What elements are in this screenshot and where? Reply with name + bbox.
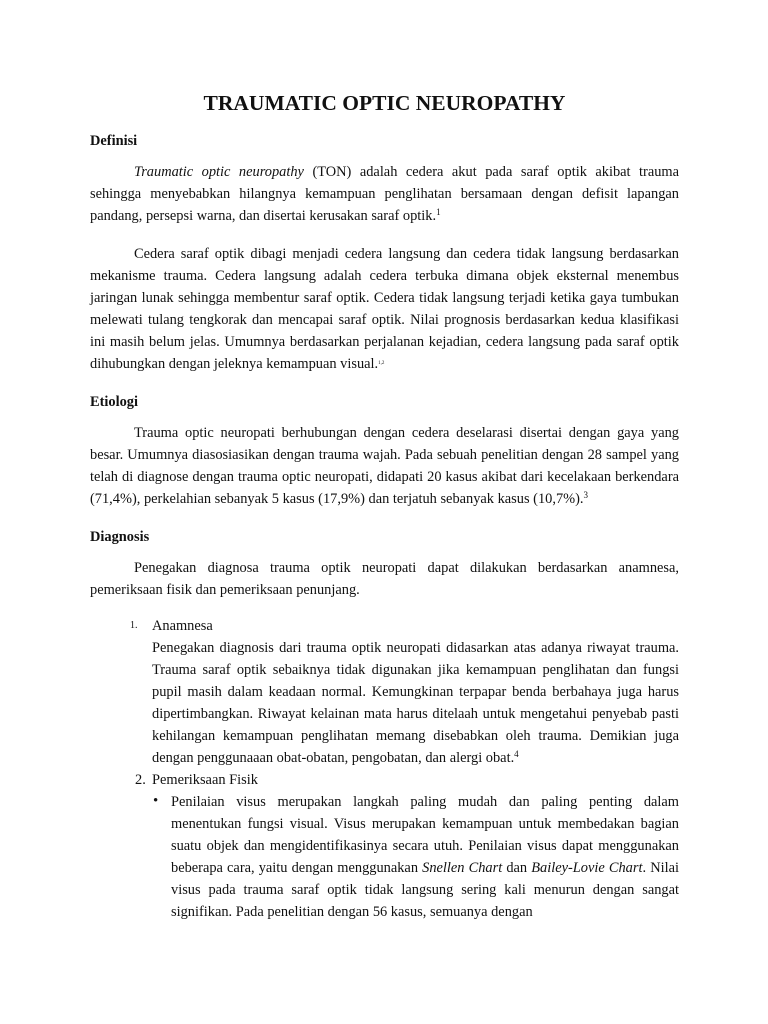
document-content xyxy=(90,88,679,923)
etiologi-paragraph-1-text: Trauma optic neuropati berhubungan dengan cedera deselarasi disertai dengan gaya yang besar. Umumnya diasosiasikan dengan trauma wajah. Pada sebuah penelitian dengan 28 sampel yang telah di diagnose dengan trauma optic neuropati, didapati 20 kasus akibat dari kecelakaan berkendara (71,4%), perkelahian sebanyak 5 kasus (17,9%) dan terjatuh sebanyak kasus (10,7%). xyxy=(90,425,679,507)
section-heading-definisi: Definisi xyxy=(90,133,138,149)
bullet-text-part-2: dan xyxy=(502,860,532,876)
list-item-pemeriksaan-fisik xyxy=(90,769,679,923)
anamnesa-body xyxy=(152,637,679,769)
bullet-icon: • xyxy=(153,793,159,809)
reference-marker: 4 xyxy=(514,749,519,759)
reference-marker: 1,2 xyxy=(378,361,385,366)
list-item-anamnesa xyxy=(90,615,679,769)
anamnesa-body-text: Penegakan diagnosis dari trauma optik neuropati didasarkan atas adanya riwayat trauma. Trauma saraf optik sebaiknya tidak digunakan jika kemampuan penglihatan dan fungsi pupil masih dalam keadaan normal. Kemungkinan terpapar benda berbahaya juga harus dipertimbangkan. Riwayat kelainan mata harus ditelaah untuk mengetahui penyebab pasti kehilangan kemampuan penglihatan memang disebabkan oleh trauma. Demikian juga dengan penggunaaan obat-obatan, pengobatan, dan alergi obat. xyxy=(152,640,679,766)
bullet-text xyxy=(171,791,679,923)
definisi-paragraph-1 xyxy=(90,161,679,227)
bullet-text-part-3: . Nilai visus pada trauma saraf optik tidak langsung sering kali menurun dengan sangat signifikan. Pada penelitian dengan 56 kasus, semuanya dengan xyxy=(171,860,679,920)
bullet-text-part-1: Penilaian visus merupakan langkah paling mudah dan paling penting dalam menentukan fungsi visual. Visus merupakan kemampuan untuk membedakan bagian suatu objek dan mengidentifikasinya secara utuh. Penilaian visus dapat menggunakan beberapa cara, yaitu dengan menggunakan xyxy=(171,794,679,876)
list-item-title: Anamnesa xyxy=(152,618,213,634)
bullet-item-penilaian-visus xyxy=(152,791,679,923)
diagnosis-list xyxy=(90,615,679,923)
definisi-paragraph-2 xyxy=(90,243,679,375)
list-number: 2. xyxy=(135,772,146,788)
reference-marker: 3 xyxy=(583,490,589,500)
etiologi-paragraph-1 xyxy=(90,422,679,510)
term-traumatic-optic-neuropathy: Traumatic optic neuropathy xyxy=(134,164,304,180)
reference-marker: 1 xyxy=(436,207,441,217)
list-item-title: Pemeriksaan Fisik xyxy=(152,772,258,788)
definisi-paragraph-1-text: (TON) adalah cedera akut pada saraf optik akibat trauma sehingga menyebabkan hilangnya kemampuan penglihatan bersamaan dengan defisit lapangan pandang, persepsi warna, dan disertai kerusakan saraf optik. xyxy=(90,164,679,224)
term-bailey-lovie-chart: Bailey-Lovie Chart xyxy=(531,860,643,876)
section-heading-etiologi: Etiologi xyxy=(90,394,138,410)
section-heading-diagnosis: Diagnosis xyxy=(90,529,150,545)
document-title: TRAUMATIC OPTIC NEUROPATHY xyxy=(203,91,566,115)
term-snellen-chart: Snellen Chart xyxy=(422,860,503,876)
definisi-paragraph-2-text: Cedera saraf optik dibagi menjadi cedera langsung dan cedera tidak langsung berdasarkan mekanisme trauma. Cedera langsung adalah cedera terbuka dimana objek eksternal menembus jaringan lunak sehingga membentur saraf optik. Cedera tidak langsung terjadi ketika gaya tumbukan melewati tulang tengkorak dan mencapai saraf optik. Nilai prognosis berdasarkan kedua klasifikasi ini masih belum jelas. Umumnya berdasarkan perjalanan kejadian, cedera langsung pada saraf optik dihubungkan dengan jeleknya kemampuan visual. xyxy=(90,246,679,372)
diagnosis-intro-paragraph: Penegakan diagnosa trauma optik neuropati dapat dilakukan berdasarkan anamnesa, pemeriksaan fisik dan pemeriksaan penunjang. xyxy=(90,560,679,598)
list-number: 1. xyxy=(130,620,138,631)
